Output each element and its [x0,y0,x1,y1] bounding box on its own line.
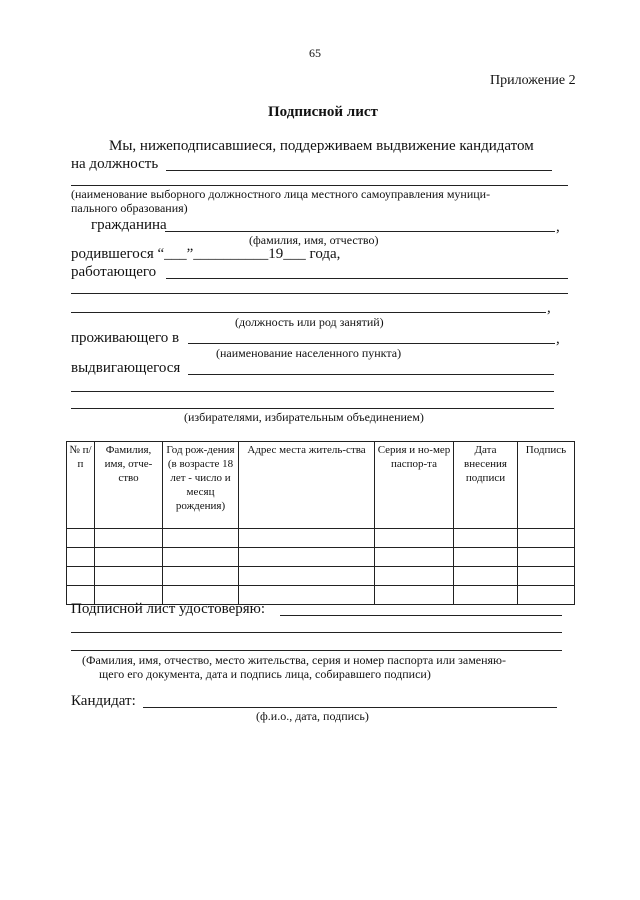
certify-label: Подписной лист удостоверяю: [71,601,266,617]
table-cell[interactable] [518,529,575,548]
position-label: на должность [71,156,159,172]
certify-line-3[interactable] [71,650,562,651]
position-caption-2: пального образования) [71,201,188,215]
column-header: Дата внесения подписи [454,442,518,529]
certify-line[interactable] [280,615,562,616]
table-cell[interactable] [67,529,95,548]
table-cell[interactable] [163,548,239,567]
work-label: работающего [71,264,157,280]
signature-table [66,441,575,605]
certify-line-2[interactable] [71,632,562,633]
work-line-2[interactable] [71,293,568,294]
table-row [67,529,575,548]
residence-label: проживающего в [71,330,180,346]
nominating-line-2[interactable] [71,391,554,392]
nominating-line[interactable] [188,374,554,375]
column-header: Серия и но-мер паспор-та [375,442,454,529]
table-cell[interactable] [95,529,163,548]
citizen-caption: (фамилия, имя, отчество) [249,233,379,247]
work-line-3[interactable] [71,312,546,313]
page-title: Подписной лист [268,104,378,120]
birth-line: родившегося “___”__________19___ года, [71,246,341,262]
citizen-label: гражданина [91,217,167,233]
table-cell[interactable] [454,529,518,548]
table-cell[interactable] [375,586,454,605]
residence-line[interactable] [188,343,555,344]
table-row [67,548,575,567]
table-cell[interactable] [375,548,454,567]
table-cell[interactable] [518,548,575,567]
certify-caption-2: щего его документа, дата и подпись лица, собиравшего подписи) [99,667,431,681]
intro-text: Мы, нижеподписавшиеся, поддерживаем выдвижение кандидатом [109,138,534,154]
table-cell[interactable] [67,567,95,586]
table-cell[interactable] [163,567,239,586]
certify-caption: (Фамилия, имя, отчество, место жительства, серия и номер паспорта или заменяю- [82,653,507,667]
column-header: Подпись [518,442,575,529]
table-cell[interactable] [163,529,239,548]
table-cell[interactable] [454,567,518,586]
candidate-caption: (ф.и.о., дата, подпись) [256,709,369,723]
work-line[interactable] [166,278,568,279]
citizen-line[interactable] [165,231,555,232]
nominating-label: выдвигающегося [71,360,181,376]
place-caption: (наименование населенного пункта) [216,346,402,360]
table-cell[interactable] [518,586,575,605]
column-header: № п/п [67,442,95,529]
table-header-row [67,442,575,529]
candidate-label: Кандидат: [71,693,136,709]
table-row [67,567,575,586]
comma-mark: , [556,331,560,347]
column-header: Адрес места житель-ства [239,442,375,529]
table-cell[interactable] [454,586,518,605]
table-cell[interactable] [239,548,375,567]
column-header: Год рож-дения (в возрасте 18 лет - число и месяц рождения) [163,442,239,529]
position-caption: (наименование выборного должностного лица местного самоуправления муници- [71,187,491,201]
table-cell[interactable] [95,548,163,567]
table-cell[interactable] [375,567,454,586]
nominating-caption: (избирателями, избирательным объединением) [184,410,424,424]
table-cell[interactable] [67,548,95,567]
job-caption: (должность или род занятий) [235,315,384,329]
appendix-label: Приложение 2 [490,73,576,88]
table-cell[interactable] [375,529,454,548]
table-cell[interactable] [95,567,163,586]
page-number: 65 [309,46,321,60]
comma-mark: , [547,300,551,316]
position-line-2[interactable] [71,185,568,186]
comma-mark: , [556,219,560,235]
nominating-line-3[interactable] [71,408,554,409]
table-cell[interactable] [239,567,375,586]
table-cell[interactable] [239,529,375,548]
table-cell[interactable] [454,548,518,567]
position-line[interactable] [166,170,552,171]
column-header: Фамилия, имя, отче-ство [95,442,163,529]
candidate-signature-line[interactable] [143,707,557,708]
table-cell[interactable] [518,567,575,586]
